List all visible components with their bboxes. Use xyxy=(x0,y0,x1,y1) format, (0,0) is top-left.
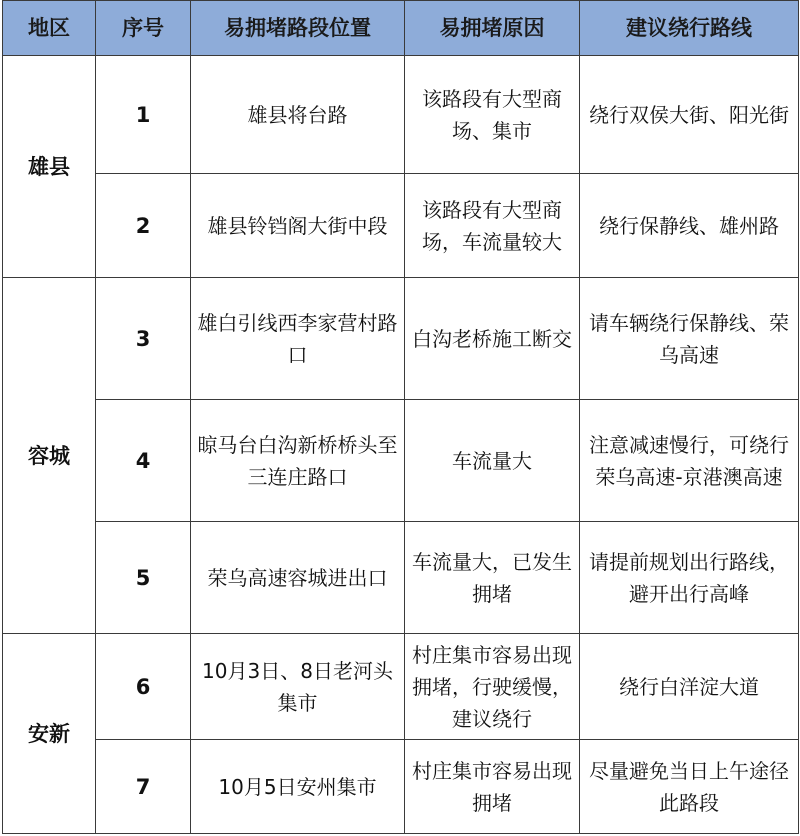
location-cell: 荣乌高速容城进出口 xyxy=(191,522,405,634)
location-cell: 晾马台白沟新桥桥头至三连庄路口 xyxy=(191,400,405,522)
table-row xyxy=(3,522,799,634)
reason-cell: 村庄集市容易出现拥堵 xyxy=(405,740,580,834)
header-region: 地区 xyxy=(3,1,96,56)
route-cell: 绕行白洋淀大道 xyxy=(580,634,799,740)
row-number: 6 xyxy=(96,634,191,740)
table-row xyxy=(3,400,799,522)
row-number: 1 xyxy=(96,56,191,174)
header-number: 序号 xyxy=(96,1,191,56)
reason-cell: 车流量大，已发生拥堵 xyxy=(405,522,580,634)
reason-cell: 该路段有大型商场、集市 xyxy=(405,56,580,174)
region-cell: 容城 xyxy=(3,278,96,634)
route-cell: 注意减速慢行，可绕行荣乌高速-京港澳高速 xyxy=(580,400,799,522)
row-number: 5 xyxy=(96,522,191,634)
route-cell: 绕行双侯大街、阳光街 xyxy=(580,56,799,174)
location-cell: 10月5日安州集市 xyxy=(191,740,405,834)
table-row xyxy=(3,634,799,740)
location-cell: 雄县将台路 xyxy=(191,56,405,174)
header-row xyxy=(3,1,799,56)
route-cell: 绕行保静线、雄州路 xyxy=(580,174,799,278)
route-cell: 请提前规划出行路线，避开出行高峰 xyxy=(580,522,799,634)
row-number: 2 xyxy=(96,174,191,278)
row-number: 4 xyxy=(96,400,191,522)
reason-cell: 该路段有大型商场，车流量较大 xyxy=(405,174,580,278)
route-cell: 请车辆绕行保静线、荣乌高速 xyxy=(580,278,799,400)
location-cell: 雄县铃铛阁大街中段 xyxy=(191,174,405,278)
location-cell: 10月3日、8日老河头集市 xyxy=(191,634,405,740)
location-cell: 雄白引线西李家营村路口 xyxy=(191,278,405,400)
row-number: 7 xyxy=(96,740,191,834)
table-row xyxy=(3,174,799,278)
region-cell: 雄县 xyxy=(3,56,96,278)
table-row xyxy=(3,740,799,834)
reason-cell: 车流量大 xyxy=(405,400,580,522)
header-route: 建议绕行路线 xyxy=(580,1,799,56)
congestion-table xyxy=(2,0,799,834)
reason-cell: 村庄集市容易出现拥堵，行驶缓慢，建议绕行 xyxy=(405,634,580,740)
region-cell: 安新 xyxy=(3,634,96,834)
route-cell: 尽量避免当日上午途径此路段 xyxy=(580,740,799,834)
table-row xyxy=(3,56,799,174)
row-number: 3 xyxy=(96,278,191,400)
header-reason: 易拥堵原因 xyxy=(405,1,580,56)
reason-cell: 白沟老桥施工断交 xyxy=(405,278,580,400)
table-row xyxy=(3,278,799,400)
header-location: 易拥堵路段位置 xyxy=(191,1,405,56)
